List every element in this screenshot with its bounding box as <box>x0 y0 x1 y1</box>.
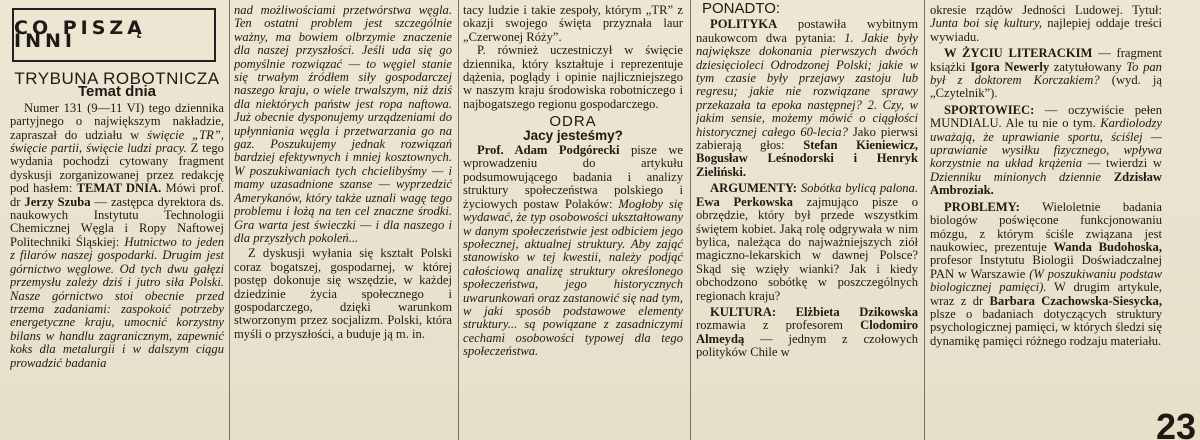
argumenty-entry: ARGUMENTY: Sobótka bylicą palona. Ewa Perkowska zajmująco pisze o obrzędzie, który był przede wszystkim świętem kobiet. Jaką rolę odgrywała w nim bylica, należąca do najważniejszych ziół magiczno-lekarskich w dawnej Polsce? Skąd się wzięły wianki? Jak i kiedy obchodzono sobótkę w poszczególnych regionach kraju? <box>696 181 918 303</box>
article-body-2: Z dyskusji wyłania się kształt Polski coraz bogatszej, gospodarnej, w której postęp dokonuje się wszędzie, w każdej dziedzinie życia społecznego i gospodarczego, dzięki warunkom stworzonym przez socjalizm. Polski, która myśli o przyszłości, a buduje ją m. in. <box>234 246 452 341</box>
column-divider <box>458 0 459 440</box>
quote-continued: nad możliwościami przetwórstwa węgla. Ten ostatni problem jest szczególnie ważny, ma bowiem olbrzymie znaczenie dla naszej przyszłości. Jeśli uda się go pomyślnie rozwiązać — to węgiel stanie się trwałym źródłem siły gospodarczej naszego kraju, o wiele trwalszym, niż dziś dla niektórych państw jest ropa naftowa. Już obecnie dysponujemy urządzeniami do upłynniania węgla i przetwarzania go na gaz. Poszukujemy jednak rozwiązań bardziej efektywnych i mniej kosztownych. W poszukiwaniach tych chcielibyśmy — i mamy uzasadnione szanse — wyprzedzić Amerykanów, który także uznali wagę tego problemu i łożą na ten cel znaczne środki. Gra warta jest świeczki — i dla naszego i dla przyszłych pokoleń... <box>234 4 452 245</box>
zycie-literackie-entry: W ŻYCIU LITERACKIM — fragment książki Igora Newerly zatytułowany To pan był z doktorem Korczakiem? (wyd. ją „Czytelnik”). <box>930 46 1162 101</box>
sportowiec-entry: SPORTOWIEC: — oczywiście pełen MUNDIALU. Ale tu nie o tym. Kardiolodzy uważają, że uprawianie sportu, ściślej — uprawianie wysiłku fizycznego, wpływa korzystnie na układ krążenia — twierdzi w Dzienniku minionych dziennie Zdzisław Ambroziak. <box>930 102 1162 198</box>
column-divider <box>924 0 925 440</box>
article-body: Numer 131 (9—11 VI) tego dziennika partyjnego o największym nakładzie, zapraszał do udziału w święcie „TR”, święcie partii, święcie ludzi pracy. Z tego wydania pochodzi cytowany fragment dyskusji zorganizowanej przez redakcję pod hasłem: TEMAT DNIA. Mówi prof. dr Jerzy Szuba — zastępca dyrektora ds. naukowych Instytutu Technologii Chemicznej Węgla i Ropy Naftowej Politechniki Śląskiej: Hutnictwo to jeden z filarów naszej gospodarki. Drugim jest górnictwo węglowe. Od tych dwu gałęzi przemysłu zależy dziś i jutro siła Polski. Nasze górnictwo stoi obecnie przed trzema zadaniami: zaspokoić potrzeby energetyczne kraju, umocnić korzystny bilans w handlu zagranicznym, zapewnić koks dla metalurgii i w dalszym ciągu prowadzić badania <box>10 100 224 370</box>
article-body-4: P. również uczestniczył w święcie dziennika, który kształtuje i reprezentuje dążenia, poglądy i opinie najliczniejszego w naszym kraju środowiska robotniczego i najbogatszego regionu gospodarczego. <box>463 43 683 111</box>
problemy-entry: PROBLEMY: Wieloletnie badania biologów poświęcone funkcjonowaniu mózgu, z którym ściśle związana jest naukowiec, prezentuje Wanda Budohoska, profesor Instytutu Biologii Doświadczalnej PAN w Warszawie (W poszukiwaniu podstaw biologicznej pamięci). W drugim artykule, wraz z dr Barbara Czachowska-Siesyckа, plsze o badaniach dotyczących struktury psychologicznej pamięci, w których śledzi się dynamikę pamięci różnego rodzaju materiału. <box>930 199 1162 348</box>
kultura-continued: okresie rządów Jedności Ludowej. Tytuł: Junta boi się kultury, najlepiej oddaje treści wywiadu. <box>930 4 1162 44</box>
column-trybuna <box>10 0 224 440</box>
section-header-box <box>12 8 216 62</box>
odra-subtitle: Jacy jesteśmy? <box>523 127 623 143</box>
paper-name: TRYBUNA ROBOTNICZA <box>14 69 220 88</box>
column-odra <box>463 4 683 440</box>
section-header-text: CO PISZĄ INNI <box>14 16 146 52</box>
odra-title: ODRA <box>549 113 597 131</box>
column-divider <box>229 0 230 440</box>
ponadto-title: PONADTO: <box>702 2 781 17</box>
page-number: 23 <box>1155 406 1196 440</box>
column-ponadto-cont <box>930 4 1162 440</box>
section-title: Temat dnia <box>77 83 157 101</box>
article-body-3: tacy ludzie i takie zespoły, którym „TR” z okazji swojego święta przyznała laur „Czerwonej Róży”. <box>463 4 683 44</box>
column-trybuna-cont <box>234 4 452 440</box>
polityka-entry: POLITYKA postawiła wybitnym naukowcom dwa pytania: 1. Jakie były największe dokonania pierwszych dwóch dziesięcioleci Odrodzonej Polski; jakie w tym czasie były przejawy zastoju lub regresu; jakie nie rozwiązane sprawy przekazała ta epoka następnej? 2. Czy, w jakim sensie, możemy mówić o ciągłości historycznej całego 60-lecia? Jako pierwsi zabierają głos: Stefan Kieniewicz, Bogusław Leśnodorski i Henryk Zieliński. <box>696 17 918 179</box>
column-ponadto <box>696 2 918 440</box>
kultura-entry: KULTURA: Elżbieta Dzikowska rozmawia z profesorem Clodomiro Almeydą — jednym z czołowych polityków Chile w <box>696 304 918 360</box>
column-divider <box>690 0 691 440</box>
odra-body: Prof. Adam Podgórecki pisze we wprowadzeniu do artykułu podsumowującego badania i analizy struktury społeczeństwa polskiego i życiowych postaw Polaków: Mogłoby się wydawać, że typ osobowości ukształtowany w danym społeczeństwie jest odbiciem jego społecznej, aktualnej struktury. Aby zająć stanowisko w tej kwestii, należy podjąć całościową analizę struktury określonego społeczeństwa, jego historycznych uwarunkowań oraz zastanowić się nad tym, w jaki sposób podstawowe elementy struktury... są powiązane z zasadniczymi cechami osobowości typowej dla tego społeczeństwa. <box>463 143 683 359</box>
